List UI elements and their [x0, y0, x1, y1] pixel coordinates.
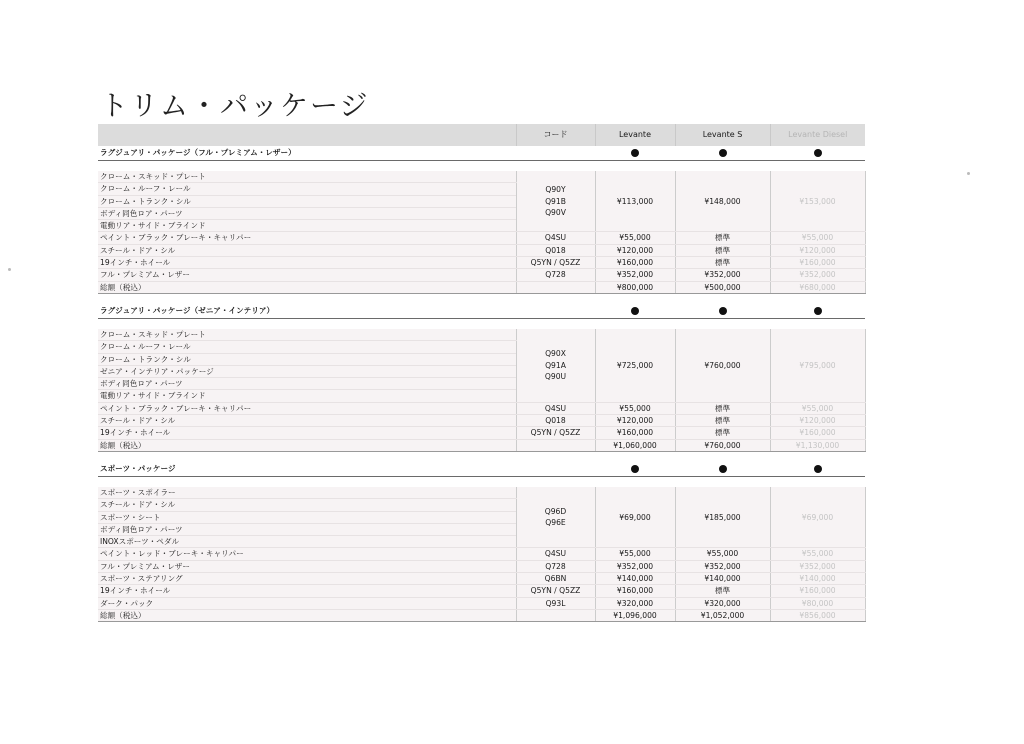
available-levante-cell [595, 462, 675, 477]
spacer-cell [516, 161, 595, 172]
group-code: Q91A [545, 360, 566, 370]
available-levante-s-cell [675, 304, 770, 319]
package-code-cell [516, 462, 595, 477]
price-levante-diesel: ¥120,000 [770, 415, 865, 427]
item-name: フル・プレミアム・レザー [98, 560, 516, 572]
trim-package-table [98, 124, 866, 622]
total-label: 総額（税込） [98, 609, 516, 621]
price-levante-s: 標準 [675, 427, 770, 439]
available-levante-cell [595, 304, 675, 319]
price-levante-s: 標準 [675, 232, 770, 244]
price-levante-s: ¥352,000 [675, 560, 770, 572]
group-price-levante: ¥113,000 [595, 171, 675, 232]
package-detail-block [98, 171, 865, 293]
price-levante-diesel: ¥352,000 [770, 560, 865, 572]
spacer-cell [516, 318, 595, 329]
group-code-cell [516, 487, 595, 548]
package-name: ラグジュアリ・パッケージ（フル・プレミアム・レザー） [98, 146, 516, 161]
item-name: ボディ同色ロア・パーツ [98, 523, 516, 535]
price-levante-s: 標準 [675, 244, 770, 256]
price-levante: ¥160,000 [595, 585, 675, 597]
price-levante-diesel: ¥55,000 [770, 402, 865, 414]
item-code: Q4SU [516, 402, 595, 414]
table-row [98, 548, 865, 560]
group-price-levante-diesel: ¥795,000 [770, 329, 865, 402]
table-row [98, 585, 865, 597]
group-price-levante-diesel: ¥153,000 [770, 171, 865, 232]
group-code: Q91B [545, 196, 566, 206]
package-header-block [98, 451, 865, 487]
item-name: スチール・ドア・シル [98, 499, 516, 511]
spacer-row [98, 293, 865, 304]
spacer-cell [770, 476, 865, 487]
item-name: クローム・スキッド・プレート [98, 329, 516, 341]
price-levante-s: 標準 [675, 585, 770, 597]
group-code: Q96D [544, 506, 567, 516]
price-levante: ¥55,000 [595, 548, 675, 560]
item-name: ペイント・レッド・ブレーキ・キャリパー [98, 548, 516, 560]
item-name: クローム・スキッド・プレート [98, 171, 516, 183]
item-code: Q018 [516, 415, 595, 427]
spacer-row [98, 451, 865, 462]
total-levante-s: ¥500,000 [675, 281, 770, 293]
spacer-cell [595, 451, 675, 462]
price-levante: ¥320,000 [595, 597, 675, 609]
item-code: Q4SU [516, 548, 595, 560]
table-row [98, 329, 865, 341]
spacer-cell [98, 318, 516, 329]
total-code [516, 439, 595, 451]
total-levante: ¥1,060,000 [595, 439, 675, 451]
item-name: クローム・トランク・シル [98, 353, 516, 365]
spacer-cell [595, 161, 675, 172]
scan-mark [967, 172, 970, 175]
table-header [98, 124, 865, 146]
total-levante-s: ¥1,052,000 [675, 609, 770, 621]
price-levante-diesel: ¥80,000 [770, 597, 865, 609]
available-dot-icon [631, 149, 639, 157]
price-levante: ¥160,000 [595, 257, 675, 269]
spacer-cell [770, 293, 865, 304]
item-name: 19インチ・ホイール [98, 257, 516, 269]
header-levante-diesel: Levante Diesel [770, 124, 865, 146]
group-code: Q90V [545, 207, 566, 217]
price-levante-diesel: ¥352,000 [770, 269, 865, 281]
item-code: Q5YN / Q5ZZ [516, 427, 595, 439]
table-row [98, 487, 865, 499]
total-row [98, 439, 865, 451]
table-row [98, 427, 865, 439]
total-row [98, 609, 865, 621]
total-levante-diesel: ¥680,000 [770, 281, 865, 293]
group-price-levante: ¥725,000 [595, 329, 675, 402]
table-row [98, 402, 865, 414]
total-code [516, 281, 595, 293]
table-row [98, 244, 865, 256]
item-name: 19インチ・ホイール [98, 427, 516, 439]
group-price-levante-s: ¥760,000 [675, 329, 770, 402]
item-name: スポーツ・スポイラー [98, 487, 516, 499]
group-code: Q90U [544, 372, 567, 381]
spacer-row [98, 318, 865, 329]
group-price-levante-diesel: ¥69,000 [770, 487, 865, 548]
item-name: ボディ同色ロア・パーツ [98, 378, 516, 390]
available-dot-icon [814, 307, 822, 315]
total-levante: ¥1,096,000 [595, 609, 675, 621]
total-levante: ¥800,000 [595, 281, 675, 293]
available-dot-icon [719, 465, 727, 473]
item-name: クローム・ルーフ・レール [98, 183, 516, 195]
price-levante: ¥140,000 [595, 573, 675, 585]
spacer-cell [770, 451, 865, 462]
price-levante-s: 標準 [675, 402, 770, 414]
group-price-levante: ¥69,000 [595, 487, 675, 548]
price-levante: ¥55,000 [595, 402, 675, 414]
package-code-cell [516, 304, 595, 319]
spacer-cell [595, 318, 675, 329]
spacer-cell [770, 318, 865, 329]
item-name: スチール・ドア・シル [98, 415, 516, 427]
page-title: トリム・パッケージ [100, 89, 370, 122]
price-levante: ¥160,000 [595, 427, 675, 439]
header-blank [98, 124, 516, 146]
price-levante-s: 標準 [675, 257, 770, 269]
available-levante-s-cell [675, 146, 770, 161]
item-name: INOXスポーツ・ペダル [98, 536, 516, 548]
table-row [98, 257, 865, 269]
spacer-cell [516, 451, 595, 462]
item-name: ペイント・ブラック・ブレーキ・キャリパー [98, 232, 516, 244]
item-code: Q728 [516, 560, 595, 572]
price-levante-s: ¥320,000 [675, 597, 770, 609]
price-levante-diesel: ¥160,000 [770, 585, 865, 597]
price-levante-diesel: ¥55,000 [770, 548, 865, 560]
package-header-block [98, 293, 865, 329]
item-code: Q93L [516, 597, 595, 609]
package-detail-block [98, 329, 865, 451]
available-dot-icon [719, 149, 727, 157]
price-levante-s: ¥352,000 [675, 269, 770, 281]
spacer-cell [675, 293, 770, 304]
table-row [98, 269, 865, 281]
spacer-cell [770, 161, 865, 172]
spacer-cell [98, 451, 516, 462]
available-dot-icon [814, 465, 822, 473]
available-levante-s-cell [675, 462, 770, 477]
group-code: Q90X [545, 349, 566, 359]
spacer-cell [98, 476, 516, 487]
available-dot-icon [814, 149, 822, 157]
table-row [98, 597, 865, 609]
table-row [98, 415, 865, 427]
price-levante: ¥120,000 [595, 244, 675, 256]
total-levante-diesel: ¥1,130,000 [770, 439, 865, 451]
available-levante-cell [595, 146, 675, 161]
spacer-cell [516, 476, 595, 487]
available-levante-diesel-cell [770, 304, 865, 319]
available-dot-icon [631, 465, 639, 473]
spacer-cell [675, 476, 770, 487]
item-name: クローム・ルーフ・レール [98, 341, 516, 353]
total-levante-s: ¥760,000 [675, 439, 770, 451]
item-name: スチール・ドア・シル [98, 244, 516, 256]
available-levante-diesel-cell [770, 146, 865, 161]
package-row [98, 304, 865, 319]
spacer-cell [595, 476, 675, 487]
header-levante-s: Levante S [675, 124, 770, 146]
total-code [516, 609, 595, 621]
item-code: Q6BN [516, 573, 595, 585]
package-code-cell [516, 146, 595, 161]
price-levante-s: ¥55,000 [675, 548, 770, 560]
spacer-cell [675, 318, 770, 329]
item-code: Q728 [516, 269, 595, 281]
total-label: 総額（税込） [98, 281, 516, 293]
table-row [98, 232, 865, 244]
spacer-cell [516, 293, 595, 304]
item-code: Q5YN / Q5ZZ [516, 585, 595, 597]
price-levante: ¥352,000 [595, 560, 675, 572]
item-name: ダーク・パック [98, 597, 516, 609]
package-row [98, 462, 865, 477]
item-name: クローム・トランク・シル [98, 195, 516, 207]
item-name: 電動リア・サイド・ブラインド [98, 220, 516, 232]
available-dot-icon [719, 307, 727, 315]
group-code-cell [516, 329, 595, 402]
price-levante: ¥352,000 [595, 269, 675, 281]
group-code: Q90Y [545, 185, 566, 195]
group-price-levante-s: ¥185,000 [675, 487, 770, 548]
price-levante-diesel: ¥160,000 [770, 427, 865, 439]
total-label: 総額（税込） [98, 439, 516, 451]
price-levante-diesel: ¥140,000 [770, 573, 865, 585]
item-code: Q018 [516, 244, 595, 256]
item-name: ボディ同色ロア・パーツ [98, 207, 516, 219]
item-code: Q5YN / Q5ZZ [516, 257, 595, 269]
price-levante: ¥120,000 [595, 415, 675, 427]
item-name: 電動リア・サイド・ブラインド [98, 390, 516, 402]
scan-mark [8, 268, 11, 271]
spacer-row [98, 476, 865, 487]
available-dot-icon [631, 307, 639, 315]
price-levante: ¥55,000 [595, 232, 675, 244]
table-row [98, 573, 865, 585]
table-row [98, 560, 865, 572]
package-detail-block [98, 487, 865, 622]
spacer-cell [675, 161, 770, 172]
price-levante-diesel: ¥120,000 [770, 244, 865, 256]
total-row [98, 281, 865, 293]
package-name: スポーツ・パッケージ [98, 462, 516, 477]
total-levante-diesel: ¥856,000 [770, 609, 865, 621]
item-name: スポーツ・ステアリング [98, 573, 516, 585]
item-code: Q4SU [516, 232, 595, 244]
table-row [98, 171, 865, 183]
price-levante-diesel: ¥55,000 [770, 232, 865, 244]
package-name: ラグジュアリ・パッケージ（ゼニア・インテリア） [98, 304, 516, 319]
spacer-cell [98, 293, 516, 304]
available-levante-diesel-cell [770, 462, 865, 477]
spacer-row [98, 161, 865, 172]
spacer-cell [595, 293, 675, 304]
package-row [98, 146, 865, 161]
group-code: Q96E [545, 518, 566, 528]
price-levante-s: ¥140,000 [675, 573, 770, 585]
header-levante: Levante [595, 124, 675, 146]
item-name: スポーツ・シート [98, 511, 516, 523]
package-header-block [98, 146, 865, 171]
price-levante-diesel: ¥160,000 [770, 257, 865, 269]
group-code-cell [516, 171, 595, 232]
header-code: コード [516, 124, 595, 146]
item-name: フル・プレミアム・レザー [98, 269, 516, 281]
item-name: ゼニア・インテリア・パッケージ [98, 365, 516, 377]
group-price-levante-s: ¥148,000 [675, 171, 770, 232]
spacer-cell [98, 161, 516, 172]
item-name: 19インチ・ホイール [98, 585, 516, 597]
price-levante-s: 標準 [675, 415, 770, 427]
item-name: ペイント・ブラック・ブレーキ・キャリパー [98, 402, 516, 414]
spacer-cell [675, 451, 770, 462]
